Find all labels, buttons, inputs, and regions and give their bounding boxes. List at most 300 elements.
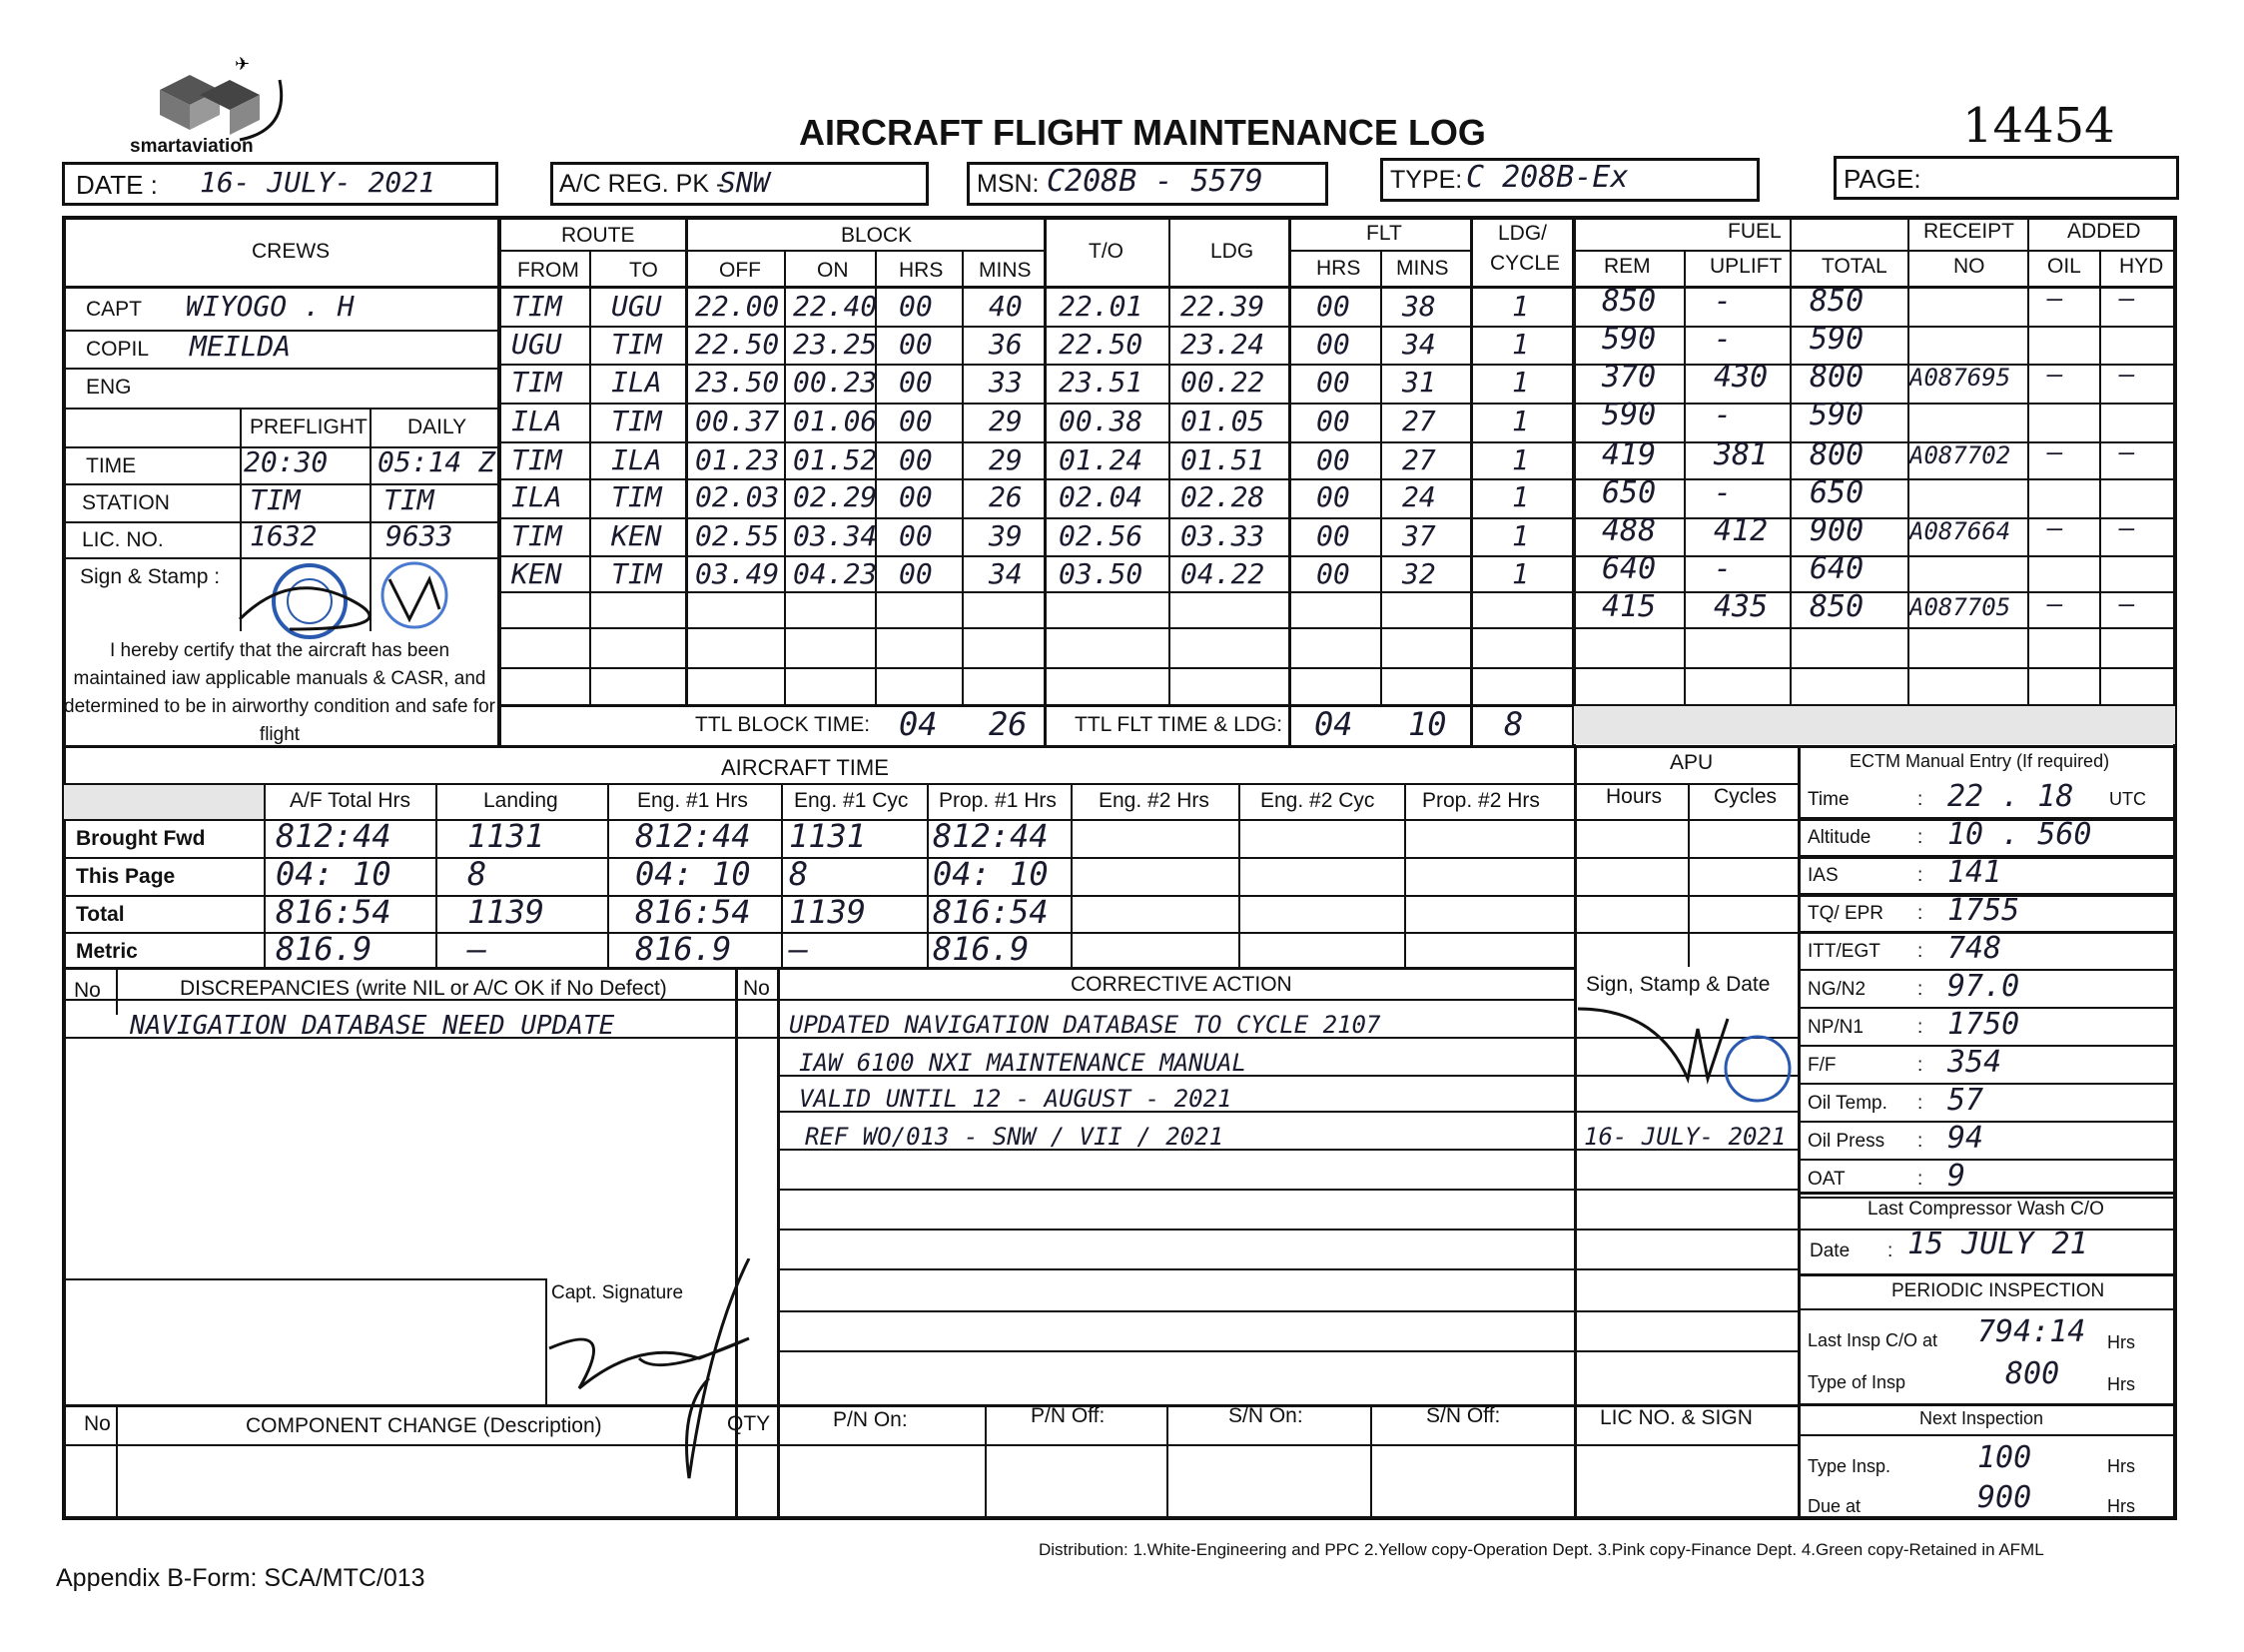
type-label: TYPE: xyxy=(1390,166,1463,194)
af-total-hrs: 04: 10 xyxy=(276,855,391,893)
aircraft-time-row-label: Metric xyxy=(76,940,138,963)
preflight-heading: PREFLIGHT xyxy=(250,415,368,438)
aircraft-time-column-header: Eng. #1 Cyc xyxy=(794,789,909,812)
aircraft-time-column-header: A/F Total Hrs xyxy=(290,789,410,812)
flight-cycle: 1 xyxy=(1512,290,1529,323)
last-insp-unit: Hrs xyxy=(2107,1332,2135,1352)
flight-block-hrs: 00 xyxy=(899,519,933,552)
logo-text: smartaviation xyxy=(130,136,254,157)
flight-off: 03.49 xyxy=(695,557,780,590)
flight-block-mins: 34 xyxy=(989,557,1023,590)
flight-hrs: 00 xyxy=(1316,557,1350,590)
flight-hrs: 00 xyxy=(1316,366,1350,399)
landing-count: 8 xyxy=(467,855,487,893)
flight-mins: 24 xyxy=(1402,480,1436,513)
flight-block-hrs: 00 xyxy=(899,366,933,399)
ectm-value: 1755 xyxy=(1947,893,2020,928)
sign-stamp-label: Sign & Stamp : xyxy=(80,565,221,588)
company-logo xyxy=(130,50,300,160)
landing-count: 1131 xyxy=(467,817,545,855)
aircraft-time-heading: AIRCRAFT TIME xyxy=(721,755,889,780)
fuel-uplift: - xyxy=(1714,284,1733,319)
fuel-rem: 590 xyxy=(1602,398,1657,432)
ectm-row-divider xyxy=(1798,1159,2177,1161)
aircraft-time-row-label: This Page xyxy=(76,865,176,888)
fuel-receipt: A087664 xyxy=(1909,517,2011,545)
landing-count: 1139 xyxy=(467,893,545,931)
flight-takeoff: 03.50 xyxy=(1059,557,1143,590)
flight-on: 01.52 xyxy=(793,443,878,476)
comp-heading: COMPONENT CHANGE (Description) xyxy=(246,1414,602,1437)
flight-from: TIM xyxy=(511,366,562,399)
flight-block-hrs: 00 xyxy=(899,290,933,323)
flight-cycle: 1 xyxy=(1512,519,1529,552)
type-insp-label: Type of Insp xyxy=(1808,1372,1906,1392)
on-heading: ON xyxy=(817,259,849,282)
eng-label: ENG xyxy=(86,376,132,399)
ectm-value: 1750 xyxy=(1947,1007,2020,1042)
ectm-label: F/F xyxy=(1808,1055,1837,1076)
capt-label: CAPT xyxy=(86,298,143,321)
flight-on: 03.34 xyxy=(793,519,878,552)
fuel-hyd: — xyxy=(2119,589,2135,619)
landing-count: — xyxy=(467,930,487,968)
capt-value: WIYOGO . H xyxy=(186,290,355,323)
due-label: Due at xyxy=(1808,1496,1862,1516)
flight-hrs: 00 xyxy=(1316,443,1350,476)
compressor-heading: Last Compressor Wash C/O xyxy=(1868,1199,2104,1220)
ectm-sep: : xyxy=(1917,979,1923,1000)
next-insp-heading: Next Inspection xyxy=(1919,1408,2044,1428)
fuel-oil: — xyxy=(2047,589,2063,619)
route-heading: ROUTE xyxy=(561,224,635,247)
flight-block-hrs: 00 xyxy=(899,328,933,361)
flight-hrs: 00 xyxy=(1316,480,1350,513)
ectm-label: Oil Press xyxy=(1808,1131,1885,1152)
fuel-uplift: - xyxy=(1714,398,1733,432)
fuel-hyd: — xyxy=(2119,437,2135,467)
flight-off: 00.37 xyxy=(695,405,780,437)
type-insp-unit: Hrs xyxy=(2107,1374,2135,1394)
ectm-label: TQ/ EPR xyxy=(1808,903,1884,924)
aircraft-time-column-header: Prop. #2 Hrs xyxy=(1422,789,1540,812)
svg-text:✈: ✈ xyxy=(235,54,251,74)
eng1-hrs: 812:44 xyxy=(635,817,751,855)
ectm-sep: : xyxy=(1917,827,1923,848)
ectm-value: 94 xyxy=(1947,1121,1984,1156)
flight-block-mins: 29 xyxy=(989,443,1023,476)
ectm-value: 10 . 560 xyxy=(1947,817,2092,852)
fuel-total: 900 xyxy=(1810,513,1865,548)
prop1-hrs: 816:54 xyxy=(933,893,1049,931)
comp-sn-on: S/N On: xyxy=(1228,1404,1303,1427)
ectm-value: 97.0 xyxy=(1947,969,2020,1004)
flight-takeoff: 01.24 xyxy=(1059,443,1143,476)
fuel-rem: 850 xyxy=(1602,284,1657,319)
af-total-hrs: 812:44 xyxy=(276,817,391,855)
fuel-total: 850 xyxy=(1810,589,1865,624)
flight-cycle: 1 xyxy=(1512,480,1529,513)
stamp-signature-icon xyxy=(230,559,469,639)
page-title: AIRCRAFT FLIGHT MAINTENANCE LOG xyxy=(799,112,1486,153)
apu-hours: Hours xyxy=(1606,785,1663,808)
ectm-value: 22 . 18 xyxy=(1947,779,2074,814)
form-reference: Appendix B-Form: SCA/MTC/013 xyxy=(56,1564,425,1592)
form-number: 14454 xyxy=(1962,98,2115,154)
comp-pn-on: P/N On: xyxy=(833,1408,908,1431)
flight-on: 23.25 xyxy=(793,328,878,361)
eng1-cyc: 1131 xyxy=(789,817,867,855)
flight-landing: 02.28 xyxy=(1180,480,1265,513)
flight-on: 00.23 xyxy=(793,366,878,399)
msn-label: MSN: xyxy=(977,170,1040,198)
oil-heading: OIL xyxy=(2047,255,2081,278)
aircraft-time-column-header: Eng. #1 Hrs xyxy=(637,789,748,812)
flight-mins: 38 xyxy=(1402,290,1436,323)
comp-no-label: No xyxy=(84,1412,111,1435)
hrs-heading: HRS xyxy=(899,259,944,282)
capt-signature xyxy=(539,1258,799,1503)
comp-pn-off: P/N Off: xyxy=(1031,1404,1106,1427)
flt-hrs-heading: HRS xyxy=(1316,257,1361,280)
flight-hrs: 00 xyxy=(1316,328,1350,361)
ectm-unit: UTC xyxy=(2109,789,2146,809)
disc-heading: DISCREPANCIES (write NIL or A/C OK if No Defect) xyxy=(180,977,667,1000)
flight-cycle: 1 xyxy=(1512,557,1529,590)
flight-to: ILA xyxy=(611,366,662,399)
ectm-sep: : xyxy=(1917,1017,1923,1038)
flight-to: UGU xyxy=(611,290,662,323)
signature-icon xyxy=(539,1258,799,1498)
fuel-total: 800 xyxy=(1810,360,1865,395)
fuel-oil: — xyxy=(2047,284,2063,314)
flight-landing: 22.39 xyxy=(1180,290,1265,323)
fuel-rem: 640 xyxy=(1602,551,1657,586)
fuel-uplift: 412 xyxy=(1714,513,1769,548)
pilot-stamp xyxy=(230,559,469,644)
af-total-hrs: 816.9 xyxy=(276,930,373,968)
last-insp-label: Last Insp C/O at xyxy=(1808,1330,1938,1350)
fuel-rem: 370 xyxy=(1602,360,1657,395)
capt-signature-label: Capt. Signature xyxy=(551,1282,684,1303)
apu-heading: APU xyxy=(1670,751,1714,774)
sign-date: 16- JULY- 2021 xyxy=(1584,1123,1787,1151)
fuel-uplift: 430 xyxy=(1714,360,1769,395)
flight-block-mins: 26 xyxy=(989,480,1023,513)
fuel-total: 650 xyxy=(1810,475,1865,510)
fuel-uplift: - xyxy=(1714,322,1733,357)
to-time-heading: T/O xyxy=(1089,240,1123,263)
time-label: TIME xyxy=(86,454,137,477)
due-value: 900 xyxy=(1977,1480,2032,1515)
fuel-uplift: - xyxy=(1714,551,1733,586)
fuel-oil: — xyxy=(2047,437,2063,467)
aircraft-time-row-label: Brought Fwd xyxy=(76,827,206,850)
flight-mins: 27 xyxy=(1402,405,1436,437)
ectm-label: Time xyxy=(1808,789,1850,810)
next-type-label: Type Insp. xyxy=(1808,1456,1891,1476)
flight-mins: 27 xyxy=(1402,443,1436,476)
flight-takeoff: 22.50 xyxy=(1059,328,1143,361)
ttl-flt-hrs: 04 xyxy=(1314,705,1353,743)
compressor-date-label: Date xyxy=(1810,1240,1851,1261)
flight-from: UGU xyxy=(511,328,562,361)
ectm-label: ITT/EGT xyxy=(1808,941,1880,962)
flight-off: 02.03 xyxy=(695,480,780,513)
aircraft-time-column-header: Eng. #2 Cyc xyxy=(1260,789,1375,812)
next-type-unit: Hrs xyxy=(2107,1456,2135,1476)
eng1-hrs: 04: 10 xyxy=(635,855,751,893)
flight-off: 22.50 xyxy=(695,328,780,361)
flight-block-mins: 29 xyxy=(989,405,1023,437)
eng1-cyc: — xyxy=(789,930,809,968)
ldg-cycle-heading-2: CYCLE xyxy=(1490,252,1561,275)
time-daily: 05:14 Z xyxy=(377,445,496,478)
ectm-sep: : xyxy=(1917,1093,1923,1114)
af-total-hrs: 816:54 xyxy=(276,893,391,931)
corr-no-label: No xyxy=(743,977,770,1000)
flight-block-mins: 40 xyxy=(989,290,1023,323)
flight-to: TIM xyxy=(611,557,662,590)
corrective-action-line: IAW 6100 NXI MAINTENANCE MANUAL xyxy=(799,1049,1246,1077)
ttl-block-hrs: 04 xyxy=(899,705,938,743)
eng1-cyc: 1139 xyxy=(789,893,867,931)
eng1-cyc: 8 xyxy=(789,855,809,893)
flight-takeoff: 23.51 xyxy=(1059,366,1143,399)
ttl-ldg: 8 xyxy=(1504,705,1524,743)
type-value: C 208B-Ex xyxy=(1466,160,1629,195)
fuel-receipt: A087695 xyxy=(1909,364,2011,392)
type-insp-value: 800 xyxy=(2005,1356,2060,1391)
eng1-hrs: 816:54 xyxy=(635,893,751,931)
flight-to: TIM xyxy=(611,328,662,361)
fuel-receipt: A087702 xyxy=(1909,441,2011,469)
block-heading: BLOCK xyxy=(841,224,913,247)
flight-takeoff: 02.04 xyxy=(1059,480,1143,513)
prop1-hrs: 812:44 xyxy=(933,817,1049,855)
ldg-cycle-heading-1: LDG/ xyxy=(1498,222,1548,245)
receipt-heading-2: NO xyxy=(1953,255,1985,278)
due-unit: Hrs xyxy=(2107,1496,2135,1516)
flight-hrs: 00 xyxy=(1316,405,1350,437)
ectm-label: NG/N2 xyxy=(1808,979,1867,1000)
fuel-rem: 415 xyxy=(1602,589,1657,624)
aircraft-time-row-label: Total xyxy=(76,903,125,926)
sign-stamp-date-heading: Sign, Stamp & Date xyxy=(1586,973,1771,996)
fuel-rem: 650 xyxy=(1602,475,1657,510)
engineer-stamp xyxy=(1578,999,1798,1114)
flight-on: 22.40 xyxy=(793,290,878,323)
corrective-action-line: REF WO/013 - SNW / VII / 2021 xyxy=(805,1123,1224,1151)
flight-takeoff: 00.38 xyxy=(1059,405,1143,437)
fuel-hyd: — xyxy=(2119,513,2135,543)
lic-preflight: 1632 xyxy=(250,519,318,552)
flight-block-hrs: 00 xyxy=(899,405,933,437)
flight-off: 23.50 xyxy=(695,366,780,399)
station-daily: TIM xyxy=(383,483,434,516)
lic-label: LIC. NO. xyxy=(82,528,164,551)
station-preflight: TIM xyxy=(250,483,301,516)
flight-cycle: 1 xyxy=(1512,366,1529,399)
distribution-note: Distribution: 1.White-Engineering and PPC 2.Yellow copy-Operation Dept. 3.Pink copy-Finance Dept. 4.Green copy-Retained in AFML xyxy=(1039,1540,2044,1559)
fuel-rem: 419 xyxy=(1602,437,1657,472)
flight-block-mins: 36 xyxy=(989,328,1023,361)
station-label: STATION xyxy=(82,491,170,514)
ectm-sep: : xyxy=(1917,941,1923,962)
total-heading: TOTAL xyxy=(1822,255,1887,278)
ectm-sep: : xyxy=(1917,789,1923,810)
prop1-hrs: 816.9 xyxy=(933,930,1030,968)
eng1-hrs: 816.9 xyxy=(635,930,732,968)
flight-takeoff: 02.56 xyxy=(1059,519,1143,552)
apu-cycles: Cycles xyxy=(1714,785,1778,808)
flight-cycle: 1 xyxy=(1512,328,1529,361)
flight-landing: 01.05 xyxy=(1180,405,1265,437)
compressor-date-sep: : xyxy=(1887,1240,1893,1261)
next-type-value: 100 xyxy=(1977,1440,2032,1475)
flight-off: 01.23 xyxy=(695,443,780,476)
ectm-value: 9 xyxy=(1947,1159,1966,1194)
flight-from: TIM xyxy=(511,519,562,552)
ttl-flt-label: TTL FLT TIME & LDG: xyxy=(1075,713,1283,736)
daily-heading: DAILY xyxy=(407,415,467,438)
fuel-hyd: — xyxy=(2119,284,2135,314)
flight-to: TIM xyxy=(611,480,662,513)
flight-landing: 00.22 xyxy=(1180,366,1265,399)
comp-qty: QTY xyxy=(727,1412,771,1435)
ectm-value: 748 xyxy=(1947,931,2002,966)
fuel-total: 590 xyxy=(1810,398,1865,432)
fuel-uplift: 381 xyxy=(1714,437,1769,472)
fuel-hyd: — xyxy=(2119,360,2135,390)
time-preflight: 20:30 xyxy=(244,445,329,478)
prop1-hrs: 04: 10 xyxy=(933,855,1049,893)
to-heading: TO xyxy=(629,259,658,282)
ectm-label: Altitude xyxy=(1808,827,1871,848)
flight-from: TIM xyxy=(511,443,562,476)
ectm-value: 141 xyxy=(1947,855,2002,890)
copil-value: MEILDA xyxy=(190,330,292,363)
ectm-value: 57 xyxy=(1947,1083,1984,1118)
flight-hrs: 00 xyxy=(1316,519,1350,552)
flight-to: KEN xyxy=(611,519,662,552)
added-heading: ADDED xyxy=(2067,220,2141,243)
receipt-heading-1: RECEIPT xyxy=(1923,220,2015,243)
certify-text: I hereby certify that the aircraft has been maintained iaw applicable manuals & CASR, and determined to be in airworthy condition and safe for flight xyxy=(64,640,495,745)
date-label: DATE : xyxy=(76,170,158,200)
fuel-uplift: - xyxy=(1714,475,1733,510)
off-heading: OFF xyxy=(719,259,761,282)
flight-mins: 37 xyxy=(1402,519,1436,552)
flight-on: 02.29 xyxy=(793,480,878,513)
ectm-heading: ECTM Manual Entry (If required) xyxy=(1850,751,2110,771)
flight-landing: 23.24 xyxy=(1180,328,1265,361)
fuel-total: 590 xyxy=(1810,322,1865,357)
flight-landing: 01.51 xyxy=(1180,443,1265,476)
flt-mins-heading: MINS xyxy=(1396,257,1449,280)
fuel-rem: 488 xyxy=(1602,513,1657,548)
fuel-heading: FUEL xyxy=(1728,220,1782,243)
fuel-total: 800 xyxy=(1810,437,1865,472)
date-value: 16- JULY- 2021 xyxy=(200,166,436,199)
flight-to: ILA xyxy=(611,443,662,476)
fuel-oil: — xyxy=(2047,360,2063,390)
corrective-action-line: VALID UNTIL 12 - AUGUST - 2021 xyxy=(799,1085,1232,1113)
copil-label: COPIL xyxy=(86,338,150,361)
corr-heading: CORRECTIVE ACTION xyxy=(1071,973,1292,996)
compressor-date-value: 15 JULY 21 xyxy=(1907,1227,2088,1261)
periodic-heading: PERIODIC INSPECTION xyxy=(1891,1280,2105,1301)
reg-value: SNW xyxy=(719,166,770,199)
flight-from: ILA xyxy=(511,480,562,513)
flight-takeoff: 22.01 xyxy=(1059,290,1143,323)
ectm-label: OAT xyxy=(1808,1169,1846,1190)
uplift-heading: UPLIFT xyxy=(1710,255,1783,278)
flight-from: TIM xyxy=(511,290,562,323)
ttl-block-mins: 26 xyxy=(989,705,1028,743)
ldg-heading: LDG xyxy=(1210,240,1254,263)
flight-to: TIM xyxy=(611,405,662,437)
ectm-value: 354 xyxy=(1947,1045,2002,1080)
hyd-heading: HYD xyxy=(2119,255,2164,278)
ectm-label: NP/N1 xyxy=(1808,1017,1864,1038)
flight-hrs: 00 xyxy=(1316,290,1350,323)
flight-off: 02.55 xyxy=(695,519,780,552)
flight-cycle: 1 xyxy=(1512,405,1529,437)
fuel-oil: — xyxy=(2047,513,2063,543)
fuel-uplift: 435 xyxy=(1714,589,1769,624)
flight-landing: 04.22 xyxy=(1180,557,1265,590)
crews-heading: CREWS xyxy=(252,240,331,263)
aircraft-time-column-header: Eng. #2 Hrs xyxy=(1099,789,1209,812)
flight-cycle: 1 xyxy=(1512,443,1529,476)
totals-shade xyxy=(1574,706,2175,744)
flight-landing: 03.33 xyxy=(1180,519,1265,552)
flight-from: KEN xyxy=(511,557,562,590)
ectm-sep: : xyxy=(1917,1169,1923,1190)
ectm-sep: : xyxy=(1917,1055,1923,1076)
page-label: PAGE: xyxy=(1844,164,1921,194)
flight-block-hrs: 00 xyxy=(899,480,933,513)
ectm-label: IAS xyxy=(1808,865,1839,886)
last-insp-value: 794:14 xyxy=(1977,1314,2086,1349)
ectm-sep: : xyxy=(1917,903,1923,924)
ectm-label: Oil Temp. xyxy=(1808,1093,1887,1114)
fuel-receipt: A087705 xyxy=(1909,593,2011,621)
fuel-total: 640 xyxy=(1810,551,1865,586)
msn-value: C208B - 5579 xyxy=(1047,164,1263,199)
flight-mins: 31 xyxy=(1402,366,1436,399)
flight-block-hrs: 00 xyxy=(899,443,933,476)
aircraft-time-column-header: Landing xyxy=(483,789,558,812)
flight-mins: 32 xyxy=(1402,557,1436,590)
reg-label: A/C REG. PK - xyxy=(559,170,725,198)
flight-off: 22.00 xyxy=(695,290,780,323)
stamp-signature-icon xyxy=(1578,999,1798,1109)
time-shade xyxy=(64,785,264,819)
flight-block-mins: 39 xyxy=(989,519,1023,552)
disc-no-label: No xyxy=(74,979,101,1002)
aircraft-time-column-header: Prop. #1 Hrs xyxy=(939,789,1057,812)
ttl-block-label: TTL BLOCK TIME: xyxy=(695,713,871,736)
rem-heading: REM xyxy=(1604,255,1651,278)
mins-heading: MINS xyxy=(979,259,1032,282)
ectm-sep: : xyxy=(1917,1131,1923,1152)
discrepancy-entry: NAVIGATION DATABASE NEED UPDATE xyxy=(130,1011,615,1041)
lic-daily: 9633 xyxy=(385,519,453,552)
ectm-row-divider xyxy=(1798,1121,2177,1123)
ectm-row-divider xyxy=(1798,1083,2177,1085)
